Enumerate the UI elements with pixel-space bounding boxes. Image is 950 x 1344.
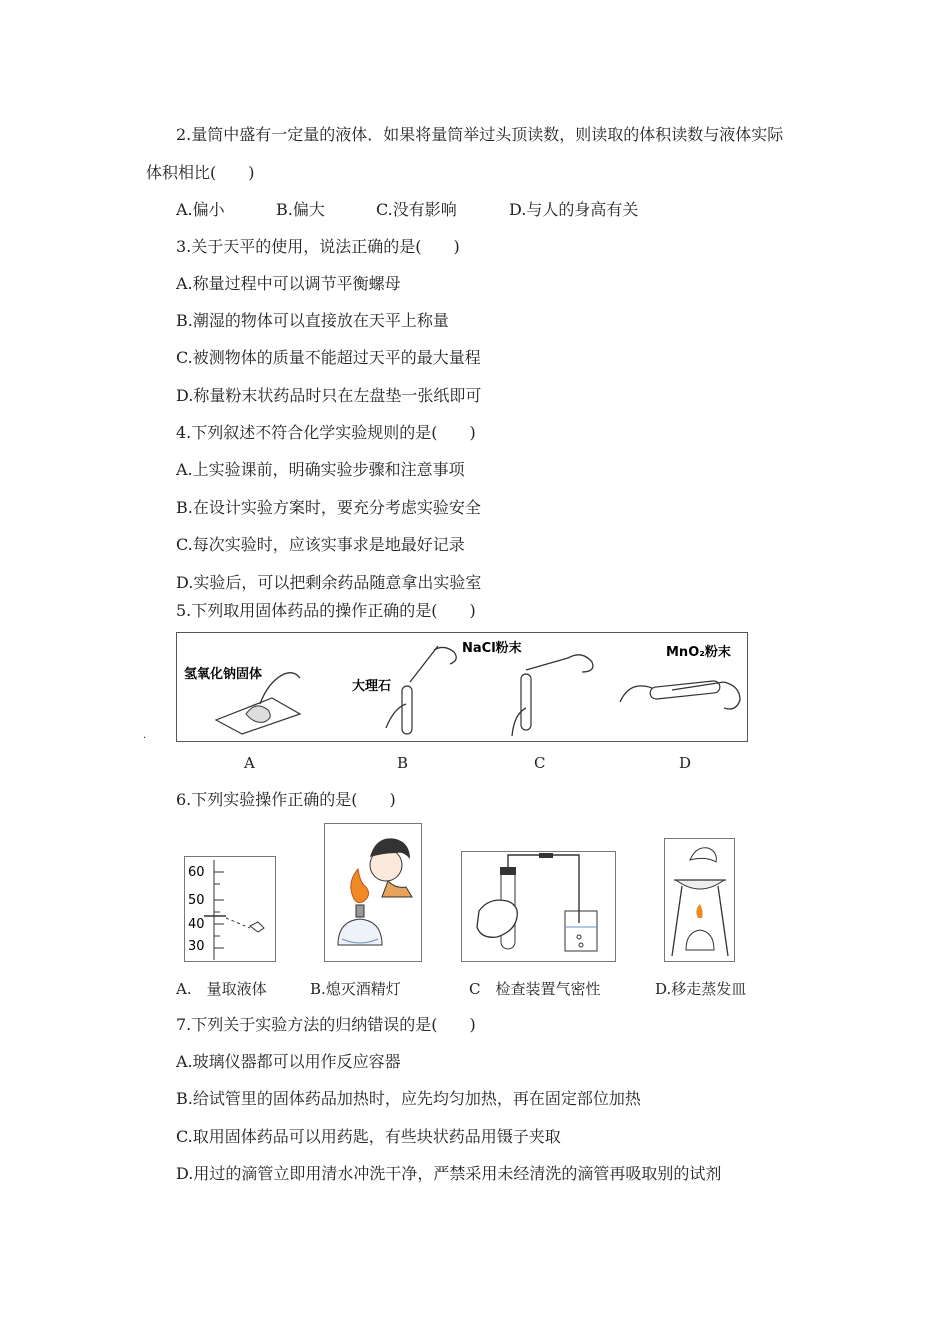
q5-fig-label-d: MnO₂粉末 xyxy=(666,645,731,660)
q6-figure-b xyxy=(324,823,422,962)
q2-option-c: C.没有影响 xyxy=(376,200,457,219)
q4-option-a: A.上实验课前，明确实验步骤和注意事项 xyxy=(176,460,465,479)
q6-figure-a xyxy=(184,856,276,962)
q3-option-b: B.潮湿的物体可以直接放在天平上称量 xyxy=(176,311,449,330)
stopper-icon xyxy=(500,867,516,875)
q5-caption-a: A xyxy=(244,754,255,772)
q5-caption-d: D xyxy=(679,754,692,772)
q6-caption-a: A. 量取液体 xyxy=(176,980,267,998)
q2-stem-line2: 体积相比( ) xyxy=(146,163,255,182)
q6-figure-c xyxy=(461,851,616,962)
q7-option-d: D.用过的滴管立即用清水冲洗干净，严禁采用未经清洗的滴管再吸取别的试剂 xyxy=(176,1164,722,1183)
q6-caption-b: B.熄灭酒精灯 xyxy=(310,980,401,998)
q2-option-d: D.与人的身高有关 xyxy=(509,200,639,219)
q5-fig-label-a: 氢氧化钠固体 xyxy=(184,667,263,682)
stray-dot: . xyxy=(143,730,147,741)
tick-label-30: 30 xyxy=(188,939,205,954)
q3-option-d: D.称量粉末状药品时只在左盘垫一张纸即可 xyxy=(176,386,482,405)
q7-option-a: A.玻璃仪器都可以用作反应容器 xyxy=(176,1052,401,1071)
q2-option-b: B.偏大 xyxy=(276,200,325,219)
q7-option-b: B.给试管里的固体药品加热时，应先均匀加热，再在固定部位加热 xyxy=(176,1089,641,1108)
q6-figure-d xyxy=(664,838,735,962)
q2-option-a: A.偏小 xyxy=(176,200,225,219)
q6-caption-c: C 检查装置气密性 xyxy=(469,980,601,998)
q4-stem: 4.下列叙述不符合化学实验规则的是( ) xyxy=(176,423,476,442)
q5-fig-label-c: NaCl粉末 xyxy=(462,641,522,656)
tick-label-40: 40 xyxy=(188,917,205,932)
q5-caption-c: C xyxy=(534,754,546,772)
q7-stem: 7.下列关于实验方法的归纳错误的是( ) xyxy=(176,1015,476,1034)
q4-option-d: D.实验后，可以把剩余药品随意拿出实验室 xyxy=(176,573,482,592)
q4-option-b: B.在设计实验方案时，要充分考虑实验安全 xyxy=(176,498,481,517)
q3-option-a: A.称量过程中可以调节平衡螺母 xyxy=(176,274,401,293)
q5-stem: 5.下列取用固体药品的操作正确的是( ) xyxy=(176,601,476,620)
q3-stem: 3.关于天平的使用，说法正确的是( ) xyxy=(176,237,460,256)
q6-caption-d: D.移走蒸发皿 xyxy=(655,980,747,998)
q5-fig-label-b: 大理石 xyxy=(352,679,392,694)
tick-label-50: 50 xyxy=(188,893,205,908)
q2-stem-line1: 2.量筒中盛有一定量的液体．如果将量筒举过头顶读数，则读取的体积读数与液体实际 xyxy=(176,125,784,144)
q5-figure xyxy=(176,632,748,742)
q5-caption-b: B xyxy=(397,754,409,772)
q3-option-c: C.被测物体的质量不能超过天平的最大量程 xyxy=(176,348,481,367)
q6-stem: 6.下列实验操作正确的是( ) xyxy=(176,790,396,809)
q7-option-c: C.取用固体药品可以用药匙，有些块状药品用镊子夹取 xyxy=(176,1127,561,1146)
tick-label-60: 60 xyxy=(188,865,205,880)
q4-option-c: C.每次实验时，应该实事求是地最好记录 xyxy=(176,535,465,554)
